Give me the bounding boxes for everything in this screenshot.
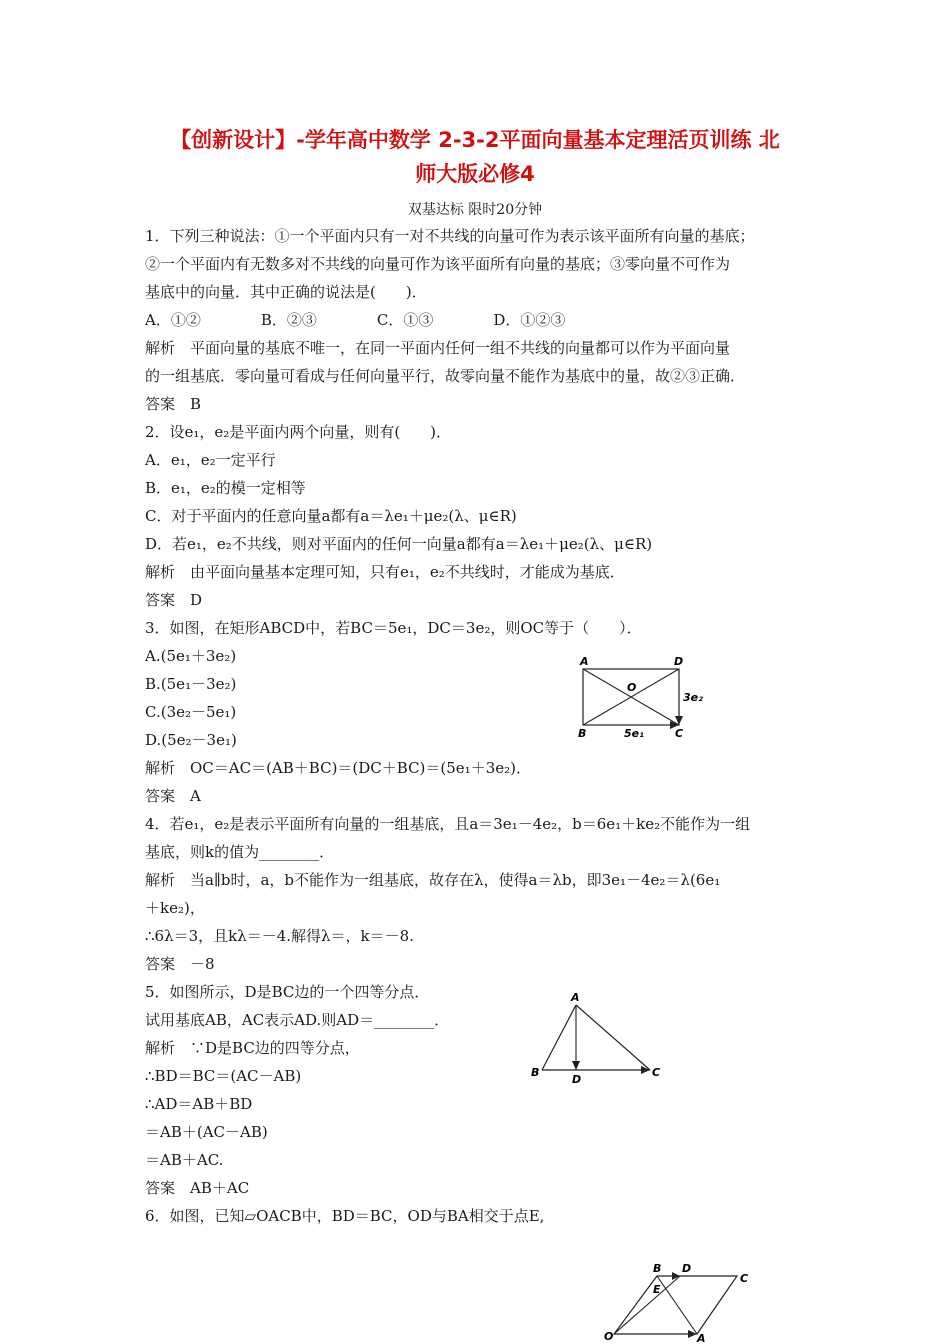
answer-line: 答案 B — [145, 395, 202, 413]
text-line: ∴6λ＝3，且kλ＝－4.解得λ＝，k＝－8. — [145, 927, 414, 945]
label-d: D — [572, 1073, 582, 1085]
option-line: D．若e₁，e₂不共线，则对平面内的任何一向量a都有a＝λe₁＋μe₂(λ、μ∈R) — [145, 535, 653, 553]
text-line: ＝AB＋(AC－AB) — [145, 1123, 268, 1141]
option-line: B．e₁，e₂的模一定相等 — [145, 479, 306, 497]
doc-title-line1: 【创新设计】-学年高中数学 2-3-2平面向量基本定理活页训练 北 — [170, 128, 780, 152]
label-b: B — [578, 727, 587, 740]
text-line: ∴AD＝AB＋BD — [145, 1095, 253, 1113]
text-line: 试用基底AB，AC表示AD.则AD＝________． — [145, 1011, 450, 1029]
option-line: A．e₁，e₂一定平行 — [145, 451, 276, 469]
text-line: 6．如图，已知▱OACB中，BD＝BC，OD与BA相交于点E, — [145, 1207, 545, 1225]
text-line: 3．如图，在矩形ABCD中，若BC＝5e₁，DC＝3e₂，则OC等于（ ）． — [145, 619, 642, 637]
label-side: 3e₂ — [683, 691, 703, 704]
option-line: C．对于平面内的任意向量a都有a＝λe₁＋μe₂(λ、μ∈R) — [145, 507, 517, 525]
text-line: A．①② B．②③ C．①③ D．①②③ — [145, 311, 566, 329]
label-b: B — [653, 1262, 662, 1275]
option-line: A.(5e₁＋3e₂) — [145, 647, 237, 665]
text-line: 解析 平面向量的基底不唯一，在同一平面内任何一组不共线的向量都可以作为平面向量 — [145, 339, 731, 357]
label-d: D — [674, 655, 684, 668]
label-o: O — [627, 681, 637, 694]
option-line: D.(5e₂－3e₁) — [145, 731, 237, 749]
text-line: 解析 ∵D是BC边的四等分点， — [145, 1039, 360, 1057]
label-c: C — [740, 1272, 749, 1285]
label-d: D — [682, 1262, 692, 1275]
text-line: ∴BD＝BC＝(AC－AB) — [145, 1067, 302, 1085]
triangle-figure — [525, 990, 670, 1085]
text-line: 4．若e₁，e₂是表示平面所有向量的一组基底，且a＝3e₁－4e₂，b＝6e₁＋ke₂不能作为一组 — [145, 815, 751, 833]
text-line: ＝AB＋AC. — [145, 1151, 224, 1169]
text-line: 解析 当a∥b时，a，b不能作为一组基底，故存在λ，使得a＝λb，即3e₁－4e₂＝λ(6e₁ — [145, 871, 721, 889]
label-bottom: 5e₁ — [624, 727, 644, 740]
text-line: ＋ke₂)， — [145, 899, 205, 917]
label-c: C — [652, 1066, 661, 1079]
answer-line: 答案 A — [145, 787, 201, 805]
label-c: C — [675, 727, 684, 740]
text-line: 基底中的向量．其中正确的说法是( )． — [145, 283, 427, 301]
text-line: 5．如图所示，D是BC边的一个四等分点． — [145, 983, 430, 1001]
option-line: C.(3e₂－5e₁) — [145, 703, 237, 721]
text-line: ②一个平面内有无数多对不共线的向量可作为该平面所有向量的基底；③零向量不可作为 — [145, 255, 731, 273]
option-line: B.(5e₁－3e₂) — [145, 675, 237, 693]
label-a: A — [697, 1332, 706, 1344]
answer-line: 答案 D — [145, 591, 203, 609]
label-e: E — [653, 1283, 661, 1296]
doc-title-line2: 师大版必修4 — [415, 162, 535, 186]
text-line: 解析 由平面向量基本定理可知，只有e₁，e₂不共线时，才能成为基底． — [145, 563, 625, 581]
label-b: B — [531, 1066, 540, 1079]
text-line: 1．下列三种说法：①一个平面内只有一对不共线的向量可作为表示该平面所有向量的基底； — [145, 227, 755, 245]
answer-line: 答案 －8 — [145, 955, 215, 973]
doc-subtitle: 双基达标 限时20分钟 — [407, 202, 543, 218]
text-line: 2．设e₁，e₂是平面内两个向量，则有( )． — [145, 423, 452, 441]
answer-line: 答案 AB＋AC — [145, 1179, 250, 1197]
text-line: 基底，则k的值为________． — [145, 843, 335, 861]
rectangle-figure — [570, 655, 720, 745]
label-a: A — [571, 991, 580, 1004]
text-line: 的一组基底．零向量可看成与任何向量平行，故零向量不能作为基底中的量，故②③正确． — [145, 367, 746, 385]
label-o: O — [604, 1330, 614, 1343]
label-a: A — [580, 655, 589, 668]
text-line: 解析 OC＝AC＝(AB＋BC)＝(DC＋BC)＝(5e₁＋3e₂)． — [145, 759, 531, 777]
parallelogram-figure — [600, 1262, 760, 1344]
